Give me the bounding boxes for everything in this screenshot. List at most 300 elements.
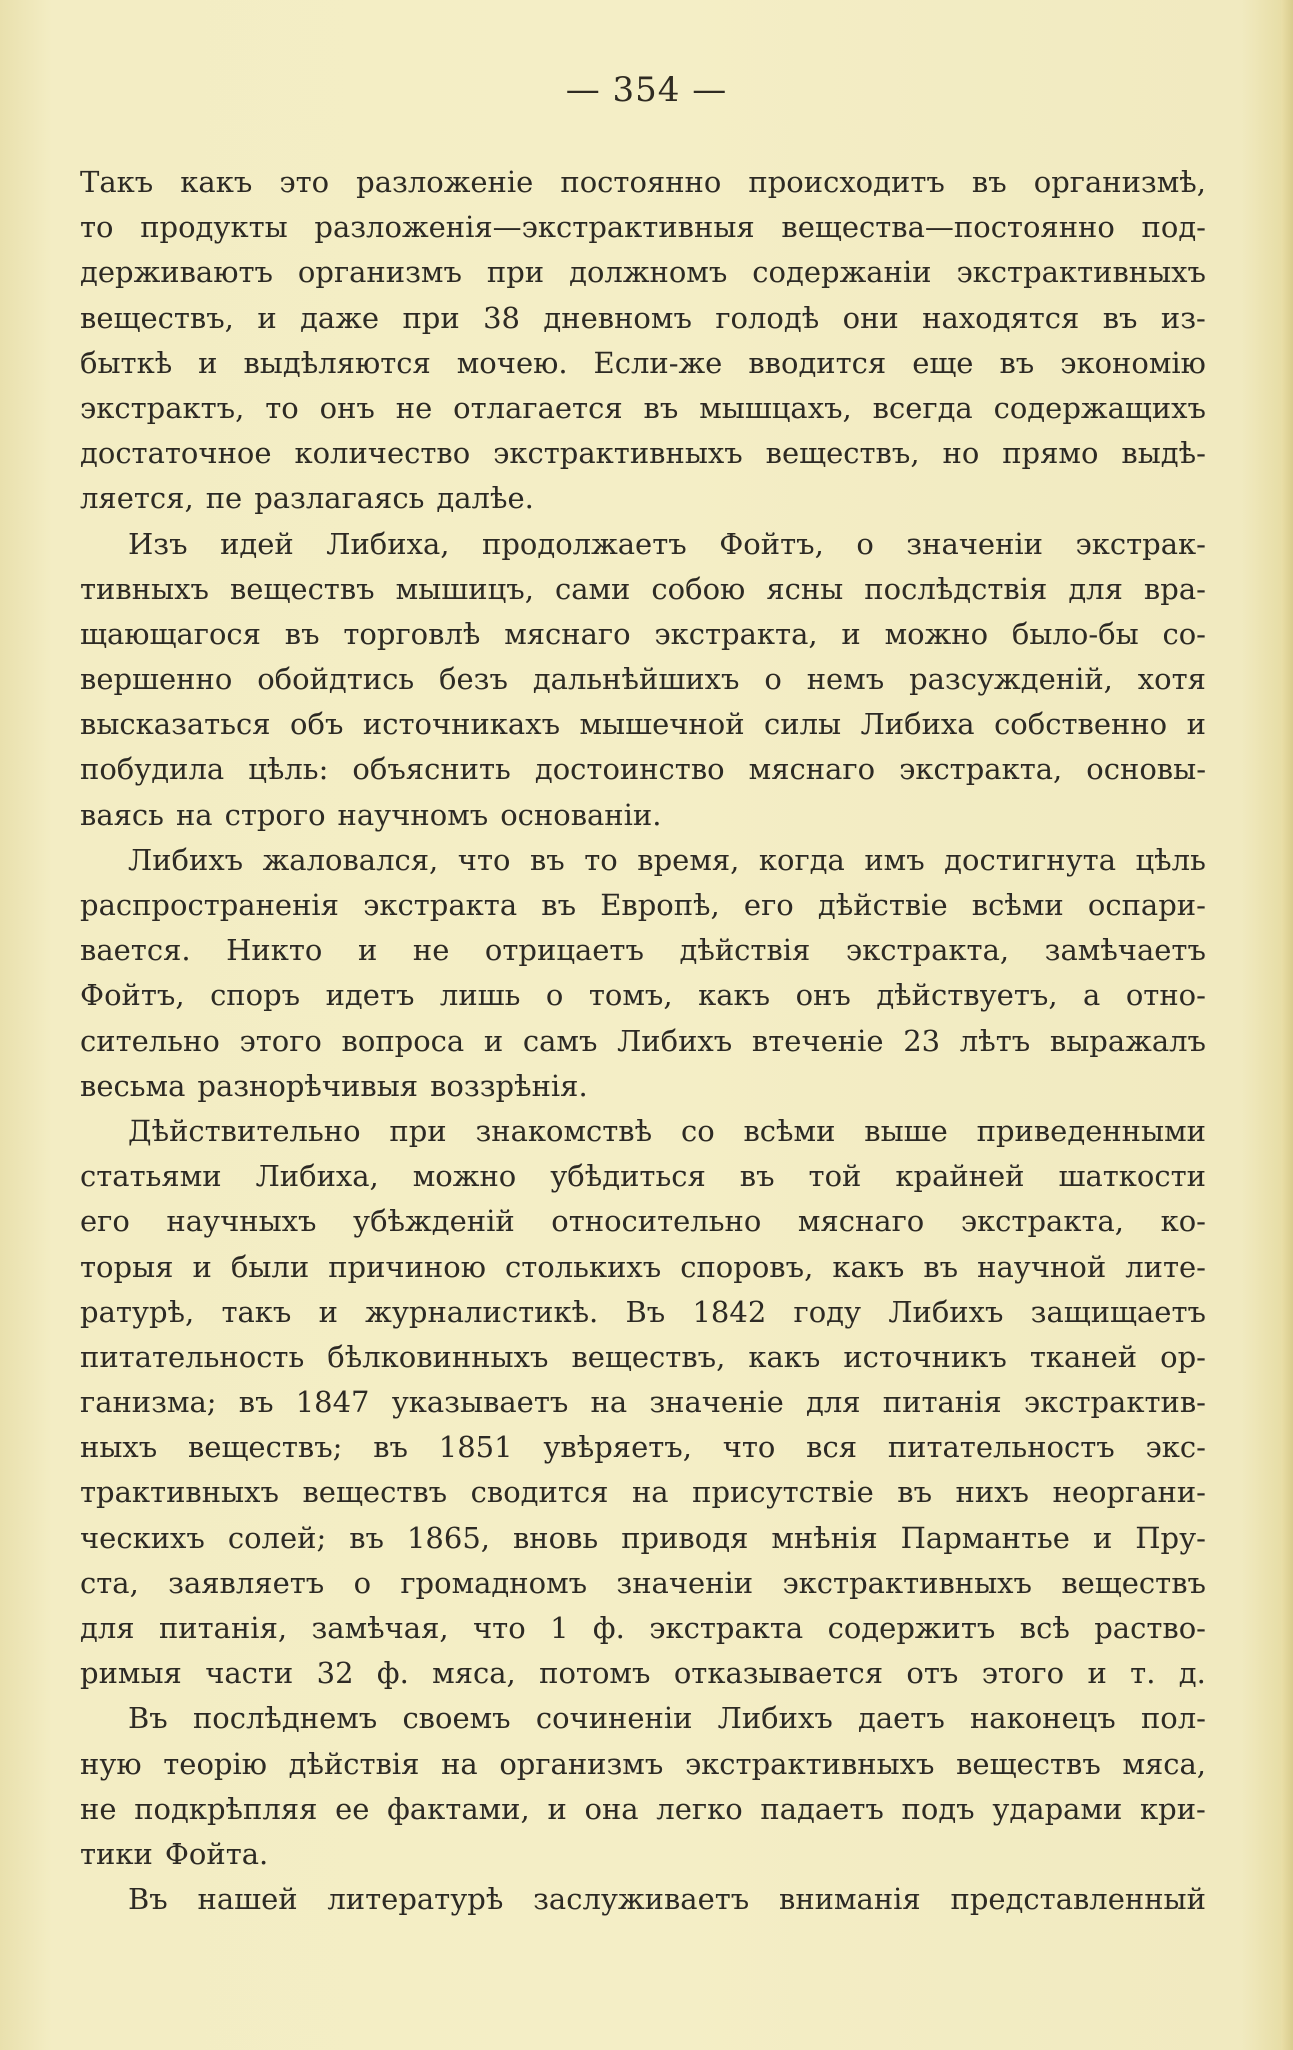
word: экстракта: [363, 888, 518, 922]
word: мяса,: [1122, 1746, 1206, 1781]
word: мяснаго: [797, 1204, 925, 1239]
word: не: [80, 1791, 117, 1826]
word: для: [1068, 571, 1123, 606]
word: еще: [912, 345, 974, 380]
word: со-: [1162, 616, 1206, 651]
word: питанiя,: [158, 1611, 288, 1645]
word: въ: [643, 390, 679, 425]
word: далѣе.: [436, 481, 534, 516]
word: раство-: [1094, 1611, 1206, 1645]
word: теорiю: [163, 1746, 268, 1781]
word: экстракта,: [960, 1204, 1124, 1239]
text-line: [80, 1606, 1206, 1651]
word: питательностъ: [887, 1430, 1115, 1465]
text-line: [80, 838, 1206, 883]
word: сительно: [80, 1023, 220, 1058]
word: отказывается: [673, 1656, 883, 1691]
word: втеченiе: [751, 1023, 884, 1058]
word: веществъ,: [571, 1339, 726, 1374]
word: подъ: [901, 1791, 975, 1826]
word: на: [590, 1385, 628, 1420]
text-line: [80, 1696, 1206, 1741]
word: этого: [239, 1023, 322, 1058]
word: оспари-: [1087, 888, 1206, 922]
word: ста,: [80, 1565, 139, 1600]
word: имъ: [864, 842, 925, 877]
word: въ: [529, 842, 565, 877]
word: въ: [349, 1520, 384, 1555]
word: безъ: [439, 662, 508, 697]
word: падаетъ: [760, 1791, 884, 1826]
word: продолжаетъ: [481, 526, 687, 561]
word: ческихъ: [80, 1520, 205, 1555]
word: мышечной: [579, 707, 745, 742]
word: всѣ: [1019, 1611, 1070, 1645]
word: пе: [205, 481, 243, 516]
word: питательность: [80, 1339, 305, 1374]
word: жаловался,: [262, 842, 439, 877]
word: лите-: [1125, 1249, 1206, 1284]
word: въ: [923, 1249, 959, 1284]
page-edge-shadow: [1281, 0, 1293, 2050]
word: из-: [1160, 300, 1206, 335]
word: экстрактив-: [1023, 1385, 1206, 1420]
word: заслуживаетъ: [533, 1882, 750, 1917]
word: легко: [656, 1791, 743, 1826]
text-line: [80, 1832, 1206, 1877]
word: обойдтись: [257, 662, 415, 697]
word: разнорѣчивыя: [197, 1068, 419, 1103]
word: значенiи: [616, 1565, 754, 1600]
word: объ: [290, 707, 344, 742]
word: въ: [238, 1385, 274, 1420]
word: для: [80, 1611, 135, 1645]
word: при: [402, 300, 460, 335]
word: мяснаго: [504, 616, 631, 651]
word: на: [631, 1475, 669, 1510]
word: экс-: [1145, 1430, 1206, 1465]
word: Въ: [625, 1294, 666, 1329]
word: шаткости: [1058, 1159, 1206, 1194]
word: 23: [903, 1023, 941, 1058]
word: всѣми: [971, 888, 1064, 922]
word: мышцахъ,: [699, 390, 852, 425]
word: какъ: [698, 978, 771, 1013]
word: должномъ: [569, 255, 728, 290]
word: и: [257, 300, 277, 335]
word: замѣчая,: [311, 1611, 449, 1645]
word: Европѣ,: [600, 888, 720, 922]
word: всѣми: [743, 1113, 836, 1148]
word: о: [353, 1565, 372, 1600]
word: побудила: [80, 752, 225, 787]
word: ф.: [592, 1611, 625, 1645]
word: можно: [884, 616, 989, 651]
word: 38: [483, 300, 521, 335]
word: въ: [373, 1430, 408, 1465]
word: причиною: [328, 1249, 486, 1284]
text-line: [80, 1064, 1206, 1109]
word: о: [764, 662, 782, 697]
word: указываетъ: [391, 1385, 569, 1420]
word: что: [473, 1611, 526, 1645]
word: ко-: [1160, 1204, 1206, 1239]
text-line: [80, 1651, 1206, 1696]
word: то: [265, 390, 299, 425]
word: основанiи.: [500, 797, 662, 832]
word: дѣйствуетъ,: [876, 978, 1058, 1013]
word: находятся: [922, 300, 1080, 335]
word: вводится: [748, 345, 887, 380]
word: Если-же: [593, 345, 723, 380]
word: веществъ: [229, 571, 375, 606]
word: экстракта,: [845, 933, 1010, 968]
word: это: [279, 165, 330, 199]
word: экстрактивныхъ: [684, 1746, 935, 1781]
word: идетъ: [325, 978, 415, 1013]
word: его: [80, 1204, 130, 1239]
text-line: [80, 250, 1206, 295]
word: бѣлковинныхъ: [327, 1339, 549, 1374]
word: замѣчаетъ: [1044, 933, 1206, 968]
word: ную: [80, 1746, 142, 1781]
word: убѣжденiй: [353, 1204, 515, 1239]
word: мяса,: [432, 1656, 516, 1691]
word: источникъ: [843, 1339, 1007, 1374]
word: потомъ: [539, 1656, 651, 1691]
word: дѣйствiя: [288, 1746, 420, 1781]
word: 1: [550, 1611, 569, 1645]
word: столькихъ: [504, 1249, 662, 1284]
word: ф.: [376, 1656, 409, 1691]
word: наконецъ: [969, 1701, 1116, 1736]
word: неоргани-: [1052, 1475, 1206, 1510]
word: о: [545, 978, 564, 1013]
word: и: [198, 345, 218, 380]
word: разложенiе: [356, 165, 534, 199]
word: онъ: [795, 978, 851, 1013]
word: самъ: [522, 1023, 598, 1058]
word: увѣряетъ,: [543, 1430, 692, 1465]
word: фактами,: [387, 1791, 530, 1826]
word: вниманiя: [779, 1882, 921, 1917]
text-line: [80, 883, 1206, 928]
word: Пру-: [1135, 1520, 1206, 1555]
word: быткѣ: [80, 345, 173, 380]
word: защищаетъ: [1030, 1294, 1206, 1329]
word: той: [808, 1159, 862, 1194]
word: заявляетъ: [168, 1565, 325, 1600]
word: и: [192, 1249, 212, 1284]
word: продукты: [140, 210, 288, 245]
word: прямо: [1002, 436, 1099, 471]
word: Фойтъ,: [719, 526, 824, 561]
word: постоянно: [560, 165, 722, 199]
text-line: [80, 1019, 1206, 1064]
word: Либиха,: [255, 1159, 379, 1194]
word: экстракта,: [899, 752, 1063, 787]
word: веществъ;: [187, 1430, 343, 1465]
word: разлагаясь: [254, 481, 425, 516]
word: Фойтъ,: [80, 978, 185, 1013]
text-line: [80, 160, 1206, 205]
word: лѣтъ: [959, 1023, 1031, 1058]
word: на: [441, 1746, 478, 1781]
word: экстракта: [649, 1611, 804, 1645]
word: такъ: [221, 1294, 292, 1329]
word: и: [1186, 707, 1206, 742]
word: въ: [739, 1159, 775, 1194]
word: что: [722, 1430, 776, 1465]
word: Въ: [128, 1701, 168, 1736]
text-line: [80, 1470, 1206, 1515]
word: Такъ: [80, 165, 154, 199]
word: ударами: [992, 1791, 1123, 1826]
page-number: — 354 —: [565, 70, 728, 110]
word: не: [412, 933, 450, 968]
word: торыя: [80, 1249, 174, 1284]
word: Либиха: [860, 707, 975, 742]
word: послѣдствiя: [864, 571, 1048, 606]
word: тканей: [1029, 1339, 1138, 1374]
word: о: [856, 526, 874, 561]
word: содержащихъ: [993, 390, 1206, 425]
word: онъ: [319, 390, 375, 425]
word: 32: [316, 1656, 354, 1691]
word: нашей: [197, 1882, 298, 1917]
word: ратурѣ,: [80, 1294, 195, 1329]
word: литературѣ: [327, 1882, 504, 1917]
word: сводится: [470, 1475, 609, 1510]
word: она: [584, 1791, 639, 1826]
word: журналистикѣ.: [365, 1294, 599, 1329]
word: въ: [1102, 300, 1138, 335]
word: при: [486, 255, 545, 290]
word: организмъ: [499, 1746, 664, 1781]
text-line: [80, 522, 1206, 567]
body-text: [80, 160, 1206, 1922]
word: происходитъ: [748, 165, 945, 199]
word: веществъ: [956, 1746, 1101, 1781]
word: воззрѣнiя.: [430, 1068, 588, 1103]
word: были: [230, 1249, 310, 1284]
word: цѣль:: [248, 752, 329, 787]
word: Либихъ: [128, 842, 244, 877]
word: научной: [977, 1249, 1107, 1284]
word: даетъ: [857, 1701, 945, 1736]
word: значенiи: [906, 526, 1043, 561]
text-line: [80, 205, 1206, 250]
word: споръ: [210, 978, 301, 1013]
word: послѣднемъ: [192, 1701, 378, 1736]
word: въ: [541, 888, 577, 922]
word: какъ: [180, 165, 253, 199]
word: экстрактивныхъ: [493, 436, 743, 471]
word: сочиненiи: [535, 1701, 693, 1736]
word: мочею.: [456, 345, 568, 380]
word: держиваютъ: [80, 255, 273, 290]
word: громадномъ: [400, 1565, 588, 1600]
word: приведенными: [976, 1113, 1206, 1148]
word: какъ: [832, 1249, 905, 1284]
word: убѣдиться: [550, 1159, 706, 1194]
word: этого: [981, 1656, 1065, 1691]
word: и: [547, 1791, 567, 1826]
word: вопроса: [341, 1023, 465, 1058]
word: голодѣ: [715, 300, 820, 335]
word: лишь: [439, 978, 521, 1013]
word: силы: [764, 707, 842, 742]
word: крайней: [895, 1159, 1025, 1194]
word: не: [395, 390, 433, 425]
text-line: [80, 476, 1206, 521]
word: выражалъ: [1049, 1023, 1206, 1058]
word: вновь: [512, 1520, 599, 1555]
word: содержанiи: [752, 255, 932, 290]
word: экстрактивныхъ: [956, 255, 1206, 290]
text-line: [80, 1199, 1206, 1244]
word: подкрѣпляя: [134, 1791, 318, 1826]
word: под-: [1141, 210, 1206, 245]
word: достаточное: [80, 436, 272, 471]
word: дѣйствiя: [679, 933, 811, 968]
word: экстракта,: [654, 616, 818, 651]
word: время,: [637, 842, 740, 877]
word: достигнута: [944, 842, 1117, 877]
text-line: [80, 702, 1206, 747]
word: разсужденiй,: [909, 662, 1113, 697]
word: Фойта.: [164, 1836, 269, 1871]
word: мнѣнiя: [771, 1520, 878, 1555]
word: дневномъ: [543, 300, 692, 335]
word: вершенно: [80, 662, 233, 697]
word: экономiю: [1060, 345, 1206, 380]
word: отлагается: [453, 390, 623, 425]
word: научныхъ: [166, 1204, 317, 1239]
word: отно-: [1125, 978, 1206, 1013]
word: было-бы: [1011, 616, 1139, 651]
word: Дѣйствительно: [128, 1113, 361, 1148]
word: питанiя: [882, 1385, 1002, 1420]
word: ганизма;: [80, 1385, 217, 1420]
word: собою: [651, 571, 746, 606]
word: и: [318, 1294, 338, 1329]
word: въ: [999, 345, 1035, 380]
word: идей: [220, 526, 294, 561]
word: экстрактивныхъ: [782, 1565, 1032, 1600]
word: Въ: [128, 1882, 168, 1917]
word: выше: [864, 1113, 948, 1148]
word: они: [842, 300, 899, 335]
word: весьма: [80, 1068, 186, 1103]
text-line: [80, 1380, 1206, 1425]
word: солей;: [227, 1520, 327, 1555]
word: своемъ: [402, 1701, 511, 1736]
word: Либихъ: [717, 1701, 833, 1736]
word: а: [1083, 978, 1101, 1013]
word: основы-: [1086, 752, 1206, 787]
word: выдѣ-: [1121, 436, 1206, 471]
word: высказаться: [80, 707, 271, 742]
word: источникахъ: [362, 707, 561, 742]
word: разложенiя—экстрактивныя: [314, 210, 755, 245]
word: его: [743, 888, 794, 922]
word: пол-: [1140, 1701, 1206, 1736]
text-line: [80, 747, 1206, 792]
word: щающагося: [80, 616, 261, 651]
word: Либихъ: [888, 1294, 1004, 1329]
word: выдѣляются: [243, 345, 431, 380]
word: немъ: [806, 662, 885, 697]
word: но: [942, 436, 980, 471]
word: дальнѣйшихъ: [532, 662, 740, 697]
text-line: [80, 1335, 1206, 1380]
word: со: [680, 1113, 715, 1148]
word: представленный: [950, 1882, 1206, 1917]
word: и: [483, 1023, 504, 1058]
word: ляется,: [80, 481, 194, 516]
word: и: [841, 616, 861, 651]
word: ныхъ: [80, 1430, 158, 1465]
text-line: [80, 1516, 1206, 1561]
word: ясны: [766, 571, 844, 606]
word: отрицаетъ: [484, 933, 644, 968]
word: нихъ: [955, 1475, 1030, 1510]
word: то: [80, 210, 114, 245]
word: приводя: [621, 1520, 749, 1555]
word: торговлѣ: [343, 616, 481, 651]
word: въ: [897, 1475, 933, 1510]
text-line: [80, 1425, 1206, 1470]
text-line: [80, 1561, 1206, 1606]
word: то: [584, 842, 618, 877]
word: собственно: [994, 707, 1168, 742]
word: достоинство: [534, 752, 725, 787]
word: при: [389, 1113, 447, 1148]
word: т.: [1130, 1656, 1156, 1691]
text-line: [80, 1787, 1206, 1832]
word: споровъ,: [680, 1249, 814, 1284]
word: веществъ,: [765, 436, 920, 471]
text-line: [80, 657, 1206, 702]
word: трактивныхъ: [80, 1475, 279, 1510]
text-line: [80, 567, 1206, 612]
word: тики: [80, 1836, 153, 1871]
word: Либиха,: [326, 526, 450, 561]
text-line: [80, 431, 1206, 476]
word: римыя: [80, 1656, 182, 1691]
word: какъ: [748, 1339, 821, 1374]
word: и: [1087, 1656, 1107, 1691]
text-line: [80, 1290, 1206, 1335]
word: и: [357, 933, 378, 968]
word: вся: [806, 1430, 858, 1465]
word: присутствiе: [692, 1475, 874, 1510]
word: Пармантье: [900, 1520, 1070, 1555]
word: когда: [758, 842, 845, 877]
word: строго: [224, 797, 326, 832]
word: и: [1092, 1520, 1113, 1555]
word: въ: [971, 165, 1007, 199]
word: хотя: [1137, 662, 1206, 697]
word: 1847: [295, 1385, 370, 1420]
text-line: [80, 1877, 1206, 1922]
word: сами: [554, 571, 631, 606]
word: знакомствѣ: [475, 1113, 653, 1148]
word: содержитъ: [827, 1611, 996, 1645]
word: ор-: [1160, 1339, 1206, 1374]
text-line: [80, 793, 1206, 838]
